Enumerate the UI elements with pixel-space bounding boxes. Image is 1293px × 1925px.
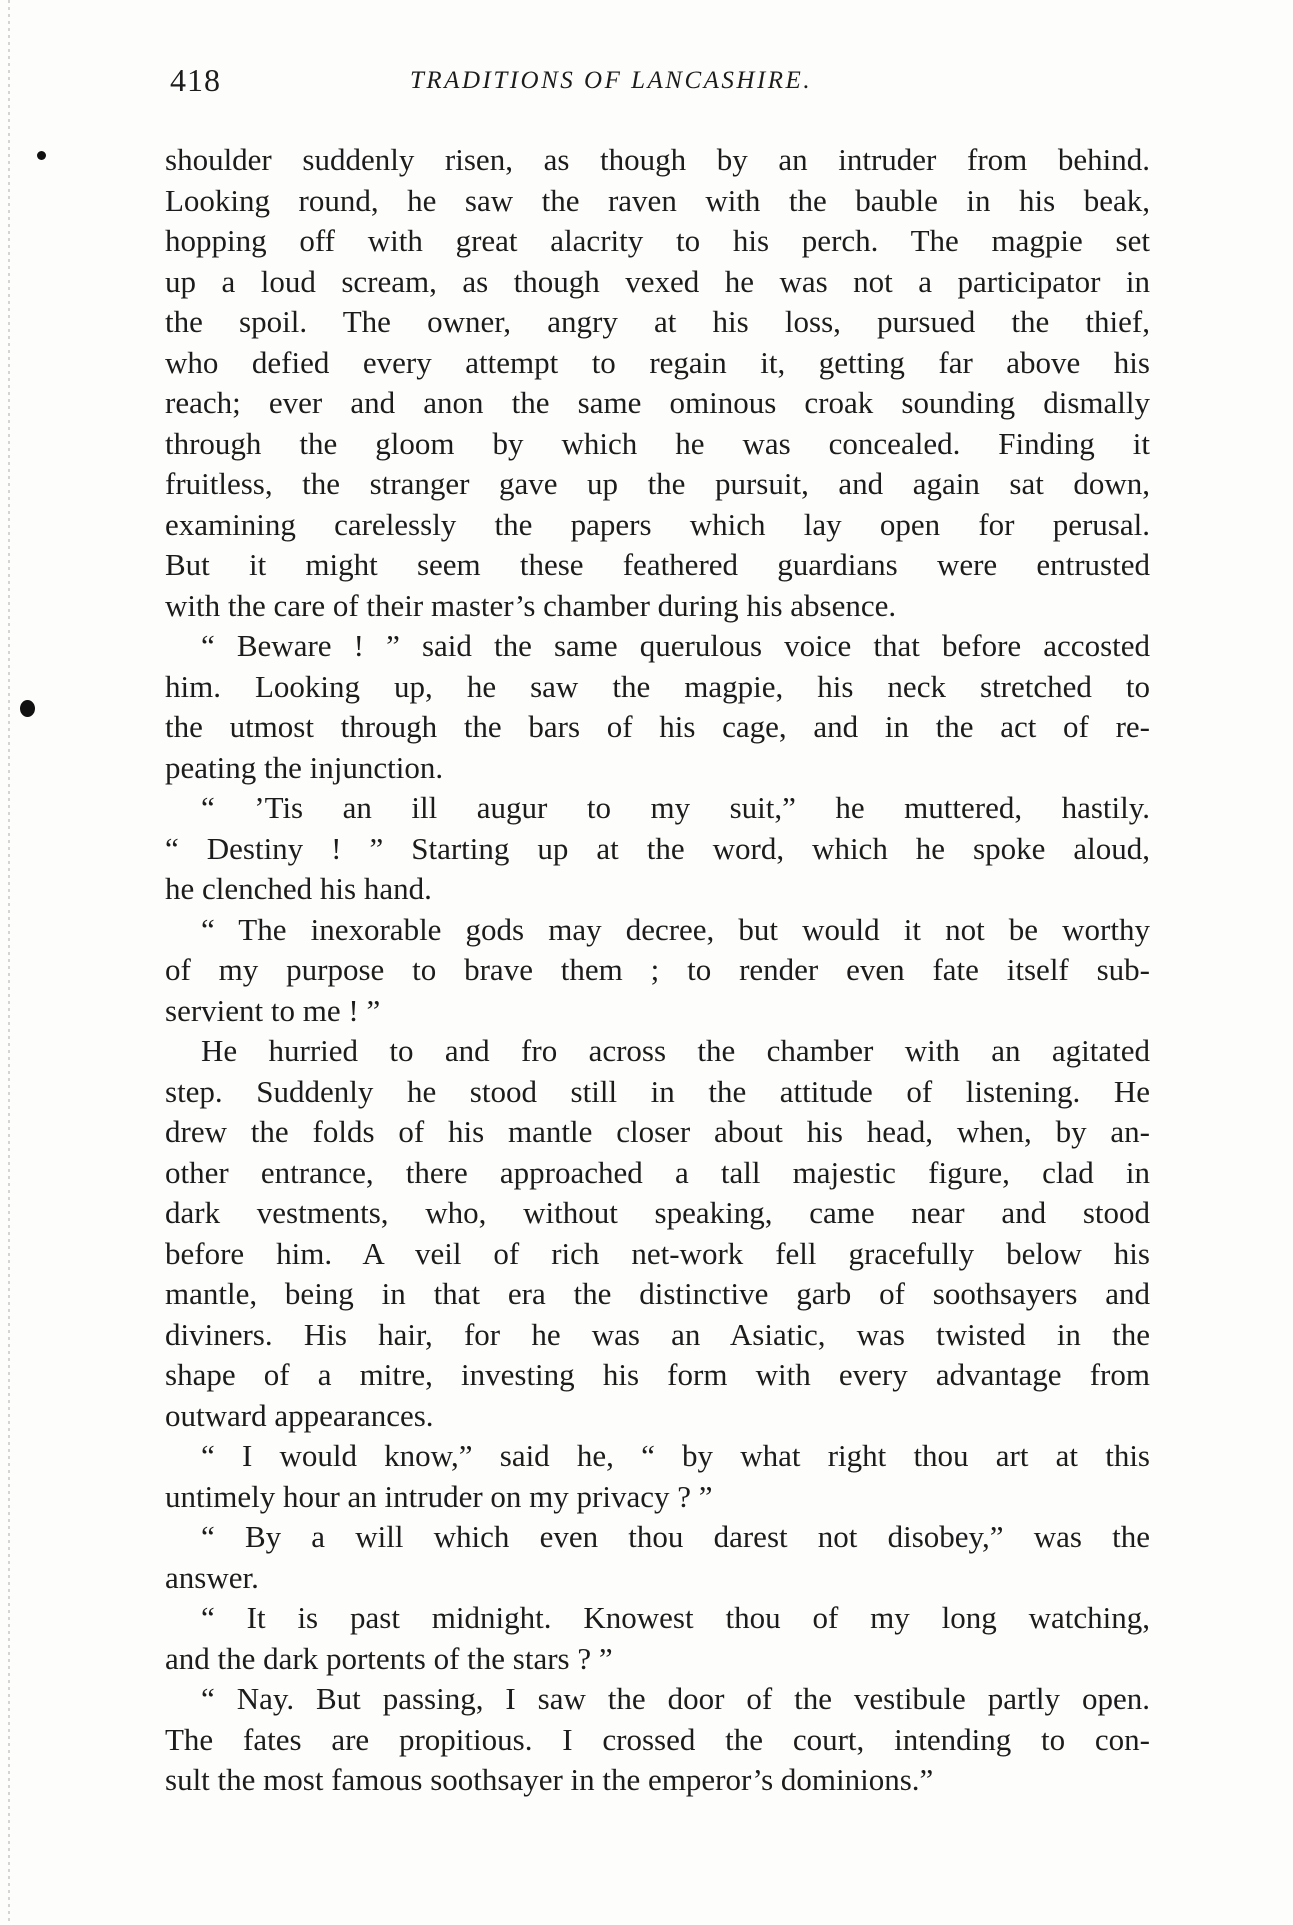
text-line: The fates are propitious. I crossed the court, intending to con- [165, 1721, 1150, 1757]
text-line: But it might seem these feathered guardians were entrusted [165, 547, 1150, 582]
text-line: up a loud scream, as though vexed he was not a participator in [165, 263, 1150, 299]
text-line: shape of a mitre, investing his form with every advantage from [165, 1357, 1150, 1392]
text-line: untimely hour an intruder on my privacy ? ” [165, 1478, 713, 1514]
text-line: “ I would know,” said he, “ by what right thou art at this [201, 1438, 1150, 1473]
text-line: “ ’Tis an ill augur to my suit,” he muttered, hastily. [201, 790, 1150, 825]
text-line: sult the most famous soothsayer in the emperor’s dominions.” [165, 1762, 934, 1797]
text-line: and the dark portents of the stars ? ” [165, 1640, 613, 1676]
text-line: who defied every attempt to regain it, getting far above his [165, 344, 1150, 380]
body-text [165, 140, 1150, 1801]
text-line: with the care of their master’s chamber during his absence. [165, 587, 897, 623]
text-line: servient to me ! ” [165, 992, 381, 1028]
text-line: “ By a will which even thou darest not disobey,” was the [201, 1519, 1150, 1554]
text-line: outward appearances. [165, 1397, 434, 1433]
text-line: him. Looking up, he saw the magpie, his neck stretched to [165, 668, 1150, 704]
text-line: step. Suddenly he stood still in the attitude of listening. He [165, 1073, 1150, 1109]
text-line: of my purpose to brave them ; to render even fate itself sub- [165, 952, 1150, 987]
text-line: hopping off with great alacrity to his perch. The magpie set [165, 223, 1150, 258]
text-line: dark vestments, who, without speaking, came near and stood [165, 1195, 1150, 1230]
text-line: “ Destiny ! ” Starting up at the word, which he spoke aloud, [165, 830, 1150, 866]
text-line: Looking round, he saw the raven with the bauble in his beak, [165, 182, 1150, 218]
page-number: 418 [170, 62, 221, 98]
text-line: “ Beware ! ” said the same querulous voice that before accosted [201, 628, 1150, 663]
text-line: examining carelessly the papers which lay open for perusal. [165, 506, 1150, 542]
text-line: drew the folds of his mantle closer about his head, when, by an- [165, 1114, 1150, 1149]
running-head: TRADITIONS OF LANCASHIRE. [410, 67, 813, 94]
text-line: mantle, being in that era the distinctive garb of soothsayers and [165, 1276, 1150, 1311]
text-line: other entrance, there approached a tall majestic figure, clad in [165, 1154, 1150, 1190]
text-line: peating the injunction. [165, 749, 444, 785]
text-line: before him. A veil of rich net-work fell gracefully below his [165, 1235, 1150, 1271]
margin-ink-dot [37, 151, 46, 160]
text-line: “ It is past midnight. Knowest thou of my long watching, [201, 1600, 1150, 1635]
text-line: he clenched his hand. [165, 871, 432, 906]
text-line: “ The inexorable gods may decree, but would it not be worthy [201, 911, 1150, 947]
text-line: the spoil. The owner, angry at his loss, pursued the thief, [165, 304, 1150, 339]
page-header [160, 62, 1150, 106]
page-gutter-rule [8, 0, 10, 1925]
text-line: reach; ever and anon the same ominous croak sounding dismally [165, 385, 1150, 420]
text-line: the utmost through the bars of his cage, and in the act of re- [165, 709, 1150, 744]
text-line: shoulder suddenly risen, as though by an intruder from behind. [165, 142, 1150, 177]
text-line: through the gloom by which he was concealed. Finding it [165, 425, 1150, 461]
text-line: diviners. His hair, for he was an Asiatic, was twisted in the [165, 1316, 1150, 1352]
text-line: “ Nay. But passing, I saw the door of the vestibule partly open. [201, 1681, 1150, 1716]
text-line: He hurried to and fro across the chamber with an agitated [201, 1033, 1150, 1068]
text-line: answer. [165, 1559, 259, 1595]
margin-ink-blot [20, 700, 35, 717]
text-line: fruitless, the stranger gave up the pursuit, and again sat down, [165, 466, 1150, 501]
